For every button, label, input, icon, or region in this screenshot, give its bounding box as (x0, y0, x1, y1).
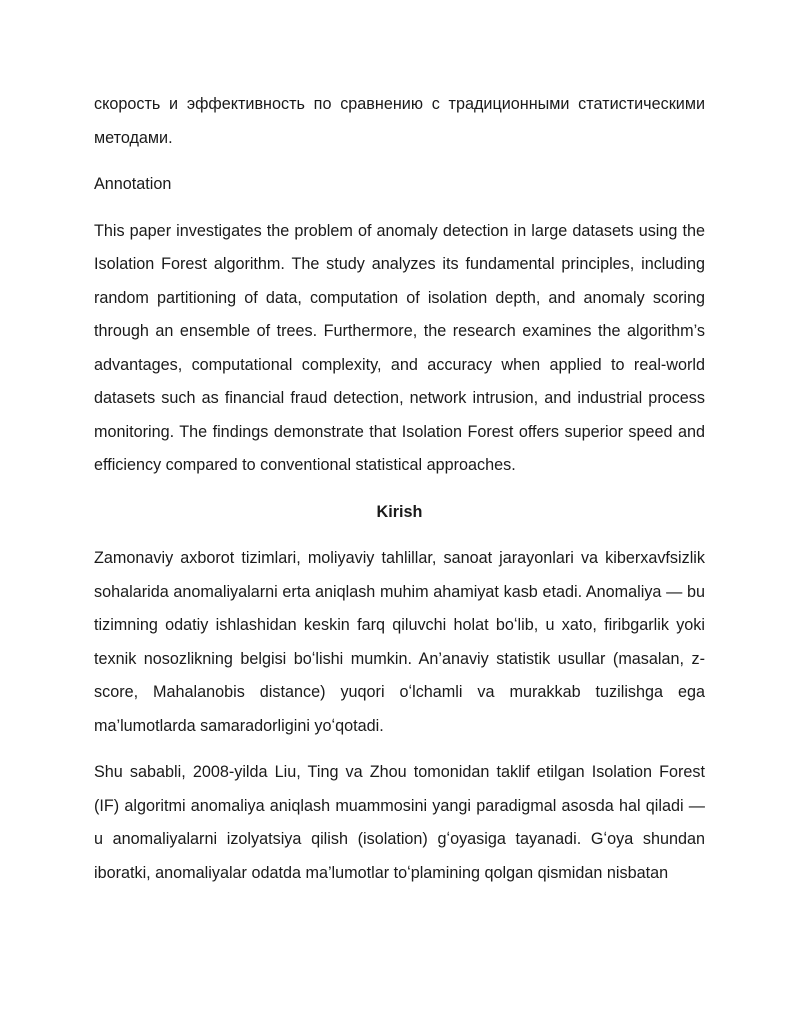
russian-summary-tail: скорость и эффективность по сравнению с традиционными статистическими методами. (94, 95, 705, 147)
intro-paragraph-1: Zamonaviy axborot tizimlari, moliyaviy tahlillar, sanoat jarayonlari va kiberxavfsizlik sohalarida anomaliyalarni erta aniqlash muhim ahamiyat kasb etadi. Anomaliya — bu tizimning odatiy ishlashidan keskin farq qiluvchi holat boʻlib, u xato, firibgarlik yoki texnik nosozlikning belgisi boʻlishi mumkin. An’anaviy statistik usullar (masalan, z-score, Mahalanobis distance) yuqori oʻlchamli va murakkab tuzilishga ega ma’lumotlarda samaradorligini yoʻqotadi. (94, 549, 705, 735)
annotation-paragraph: This paper investigates the problem of anomaly detection in large datasets using the Isolation Forest algorithm. The study analyzes its fundamental principles, including random partitioning of data, computation of isolation depth, and anomaly scoring through an ensemble of trees. Furthermore, the research examines the algorithm’s advantages, computational complexity, and accuracy when applied to real-world datasets such as financial fraud detection, network intrusion, and industrial process monitoring. The findings demonstrate that Isolation Forest offers superior speed and efficiency compared to conventional statistical approaches. (94, 221, 705, 474)
annotation-label: Annotation (94, 175, 172, 193)
intro-paragraph-2: Shu sababli, 2008-yilda Liu, Ting va Zhou tomonidan taklif etilgan Isolation Forest (IF) algoritmi anomaliya aniqlash muammosini yangi paradigmal asosda hal qiladi — u anomaliyalarni izolyatsiya qilish (isolation) gʻoyasiga tayanadi. Gʻoya shundan iboratki, anomaliyalar odatda ma’lumotlar toʻplamining qolgan qismidan nisbatan (94, 763, 705, 882)
document-page (94, 88, 705, 890)
section-heading-kirish: Kirish (376, 502, 423, 521)
